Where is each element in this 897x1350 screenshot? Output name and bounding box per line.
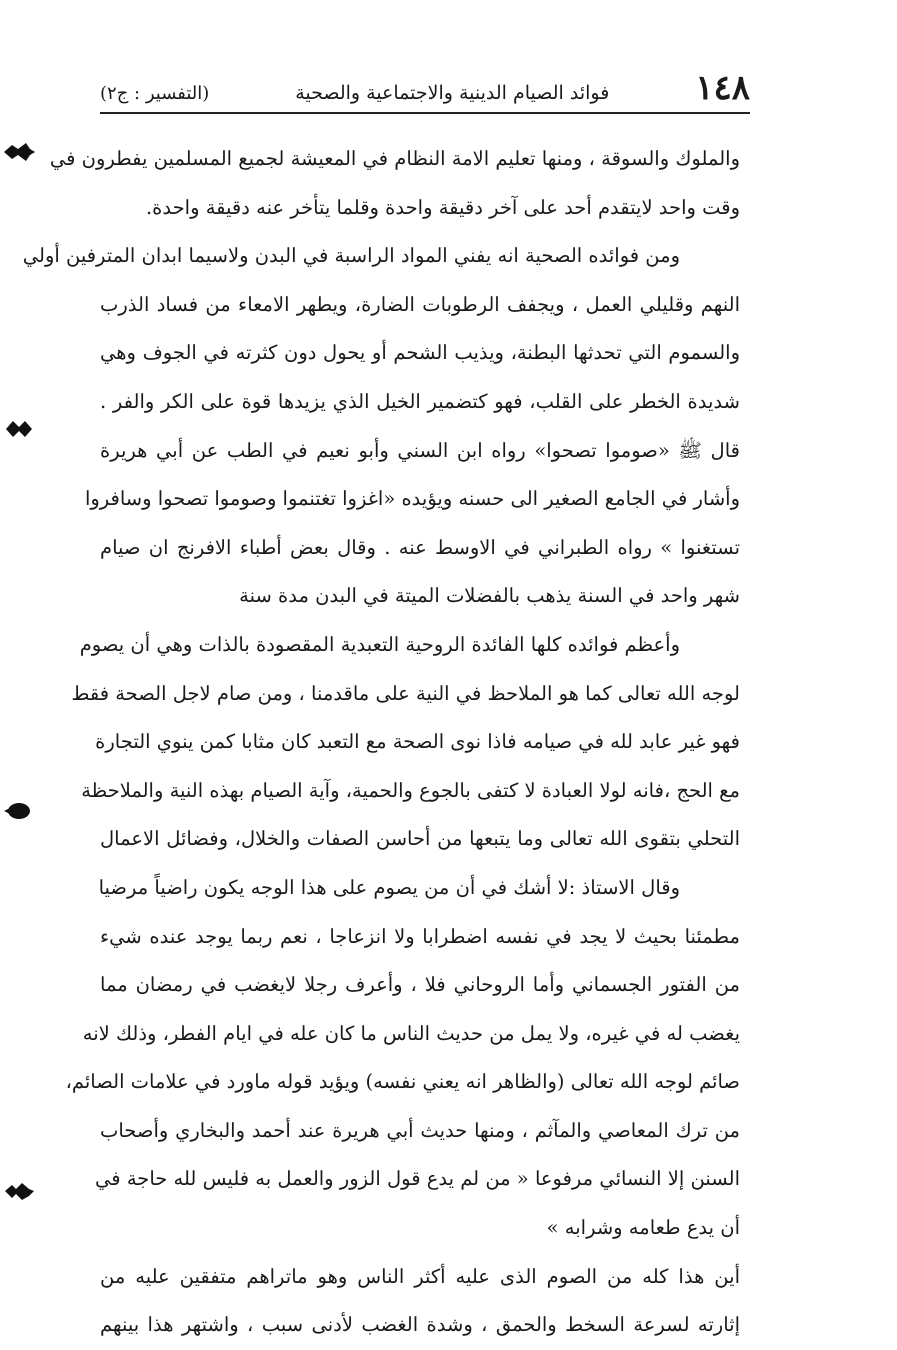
text-line: النهم وقليلي العمل ، ويجفف الرطوبات الضارة، ويطهر الامعاء من فساد الذرب	[100, 292, 740, 316]
margin-ornament-icon	[2, 800, 36, 822]
text-line: لوجه الله تعالى كما هو الملاحظ في النية على ماقدمنا ، ومن صام لاجل الصحة فقط	[71, 681, 740, 705]
paragraph-first-line: أين هذا كله من الصوم الذى عليه أكثر الناس وهو ماتراهم متفقين عليه من	[100, 1264, 740, 1288]
text-line: تستغنوا » رواه الطبراني في الاوسط عنه . وقال بعض أطباء الافرنج ان صيام	[100, 535, 740, 559]
text-line: من ترك المعاصي والمآثم ، ومنها حديث أبي هريرة عند أحمد والبخاري وأصحاب	[100, 1118, 740, 1142]
text-line: والسموم التي تحدثها البطنة، ويذيب الشحم أو يحول دون كثرته في الجوف وهي	[100, 341, 740, 365]
text-line: شهر واحد في السنة يذهب بالفضلات الميتة في البدن مدة سنة	[239, 584, 740, 608]
page-header	[100, 68, 750, 114]
text-line: قال ﷺ «صوموا تصحوا» رواه ابن السني وأبو نعيم في الطب عن أبي هريرة	[100, 438, 740, 462]
page-number: ١٤٨	[695, 68, 750, 108]
text-line: صائم لوجه الله تعالى (والظاهر انه يعني نفسه) ويؤيد قوله ماورد في علامات الصائم،	[65, 1070, 740, 1094]
paragraph-first-line: وأعظم فوائده كلها الفائدة الروحية التعبدية المقصودة بالذات وهي أن يصوم	[79, 632, 680, 656]
margin-ornament-icon	[2, 1180, 36, 1202]
text-line: وقت واحد لايتقدم أحد على آخر دقيقة واحدة وقلما يتأخر عنه دقيقة واحدة.	[145, 195, 740, 219]
text-line: أن يدع طعامه وشرابه »	[546, 1216, 740, 1240]
section-reference: (التفسير : ج٢)	[100, 83, 210, 104]
margin-ornament-icon	[2, 141, 36, 163]
paragraph-first-line: وقال الاستاذ :لا أشك في أن من يصوم على هذا الوجه يكون راضياً مرضيا	[98, 875, 680, 899]
text-line: مطمئنا بحيث لا يجد في نفسه اضطرابا ولا انزعاجا ، نعم ربما يوجد عنده شيء	[100, 924, 740, 948]
margin-ornament-icon	[2, 418, 36, 440]
text-line: التحلي بتقوى الله تعالى وما يتبعها من أحاسن الصفات والخلال، وفضائل الاعمال	[100, 827, 740, 851]
text-line: والملوك والسوقة ، ومنها تعليم الامة النظام في المعيشة لجميع المسلمين يفطرون في	[49, 147, 740, 170]
text-line: يغضب له في غيره، ولا يمل من حديث الناس ما كان عله في ايام الفطر، وذلك لانه	[82, 1021, 740, 1045]
text-line: فهو غير عابد لله في صيامه فاذا نوى الصحة مع التعبد كان مثابا كمن ينوي التجارة	[95, 730, 740, 754]
paragraph-first-line: ومن فوائده الصحية انه يفني المواد الراسبة في البدن ولاسيما ابدان المترفين أولي	[22, 244, 680, 268]
running-title: فوائد الصيام الدينية والاجتماعية والصحية	[295, 82, 610, 104]
body-text	[22, 135, 740, 1350]
text-line: السنن إلا النسائي مرفوعا « من لم يدع قول الزور والعمل به فليس لله حاجة في	[95, 1167, 740, 1191]
text-line: من الفتور الجسماني وأما الروحاني فلا ، وأعرف رجلا لايغضب في رمضان مما	[100, 973, 740, 997]
text-line: شديدة الخطر على القلب، فهو كتضمير الخيل الذي يزيدها قوة على الكر والفر .	[100, 389, 740, 413]
text-line: إثارته لسرعة السخط والحمق ، وشدة الغضب لأدنى سبب ، واشتهر هذا بينهم	[100, 1313, 740, 1337]
text-line: مع الحج ،فانه لولا العبادة لا كتفى بالجوع والحمية، وآية الصيام بهذه النية والملاحظة	[81, 778, 740, 802]
text-line: وأشار في الجامع الصغير الى حسنه ويؤيده «اغزوا تغتنموا وصوموا تصحوا وسافروا	[84, 487, 740, 511]
